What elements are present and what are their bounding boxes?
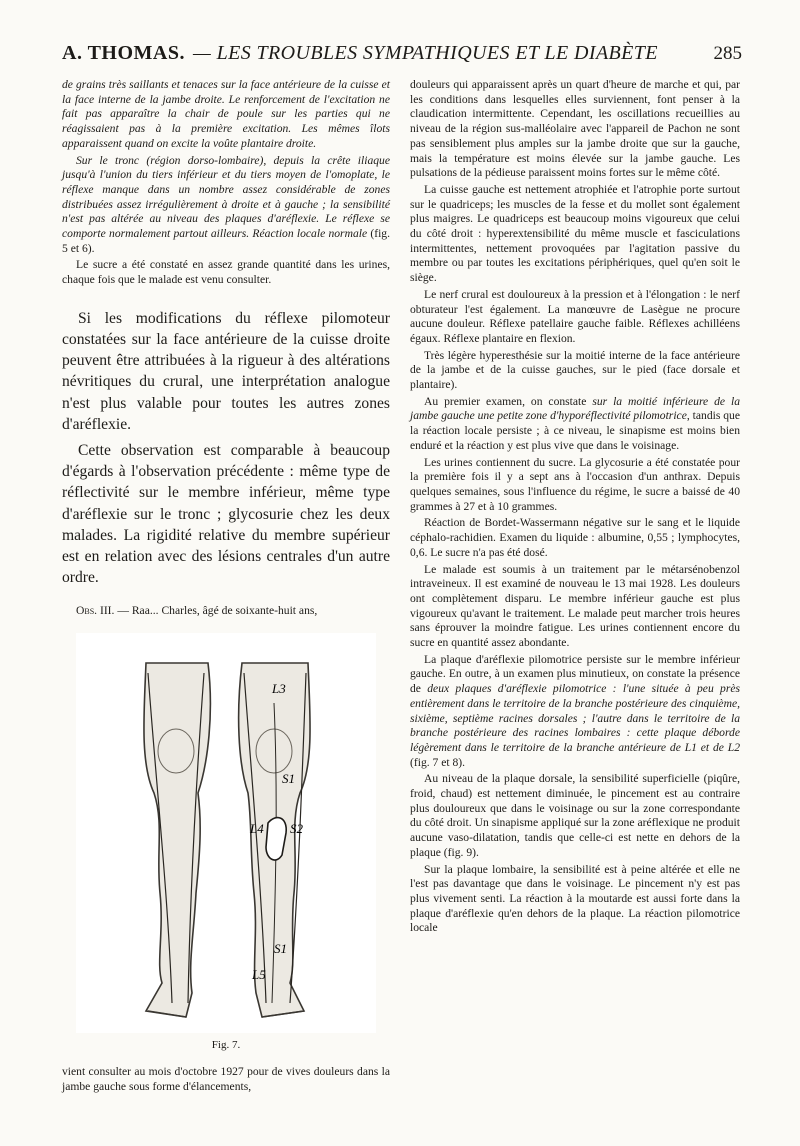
figure-legs-diagram (76, 633, 376, 1033)
body-paragraph: vient consulter au mois d'octobre 1927 pour de vives douleurs dans la jambe gauche sous forme d'élancements, (62, 1065, 390, 1093)
dermatome-label: S2 (290, 821, 303, 837)
text-run: Au premier examen, on constate (424, 394, 593, 408)
observation-intro: — Raa... Charles, âgé de soixante-huit ans, (114, 604, 318, 618)
running-header (62, 42, 742, 65)
dermatome-label: L4 (250, 821, 264, 837)
observation-label: Obs. III. (76, 604, 115, 618)
italic-paragraph: de grains très saillants et tenaces sur la face antérieure de la cuisse et la face interne de la jambe droite. Le renforcement de l'excitation ne fait pas apparaître la chair de poule sur les parties qui ne réagissaient pas à la première excitation. Les mêmes îlots apparaissent quand on excite la voûte plantaire droite. (62, 78, 390, 150)
observation-continuation (62, 78, 390, 288)
legs-illustration (76, 633, 376, 1033)
body-paragraph (410, 395, 740, 454)
header-author: A. THOMAS. (62, 42, 185, 64)
figure-caption: Fig. 7. (211, 1039, 241, 1052)
observation-start (62, 1065, 390, 1094)
italic-paragraph (62, 154, 390, 257)
italic-text: deux plaques d'aréflexie pilomotrice : l'une située à peu près entièrement dans le territoire de la branche postérieure des cinquième, sixième, septième racines dorsales ; l'autre dans le territoire de la branche postérieure des racines lombaires : cette plaque déborde légèrement dans le territoire de la branche antérieure de L1 et de L2 (410, 682, 741, 754)
dermatome-label: S1 (282, 771, 295, 787)
figure-reference: (fig. 5 et 6). (62, 227, 390, 255)
dermatome-label: L3 (272, 681, 286, 697)
body-paragraph: Très légère hyperesthésie sur la moitié interne de la face antérieure de la jambe et de la cuisse gauches, sur le pied (face dorsale et plantaire). (410, 348, 740, 392)
text-run: , tandis que la réaction locale persiste ; à ce niveau, le sinapisme est moins bien enduré et la réaction y est plus vive que dans le voisinage. (410, 409, 740, 452)
body-paragraph: Réaction de Bordet-Wassermann négative sur le sang et le liquide céphalo-rachidien. Examen du liquide : albumine, 0,55 ; lymphocytes, 0,6. Le sucre n'a pas été dosé. (410, 516, 740, 559)
body-paragraph: Au niveau de la plaque dorsale, la sensibilité superficielle (piqûre, froid, chaud) est nettement diminuée, le pincement est au contraire plus douloureux que dans le voisinage ou sur la zone correspondante du côté droit. Un sinapisme appliqué sur la zone aréflexique ne produit aucune vaso-dilatation, tandis que celle-ci est nette en dehors de la plaque (fig. 9). (410, 772, 740, 859)
text-run: (fig. 7 et 8). (410, 755, 466, 769)
dermatome-label: S1 (274, 941, 287, 957)
italic-text: Sur le tronc (région dorso-lombaire), depuis la crête iliaque jusqu'à l'union du tiers inférieur et du tiers moyen de l'omoplate, le réflexe manque dans un nombre assez considérable de zones distribuées assez irrégulièrement à droite et à gauche ; la sensibilité n'est pas altérée au niveau des plaques d'aréflexie. Le réflexe se comporte normalement partout ailleurs. Réaction locale normale (62, 153, 390, 241)
header-title: — LES TROUBLES SYMPATHIQUES ET LE DIABÈTE (192, 42, 658, 64)
text-run: La plaque d'aréflexie pilomotrice persiste sur le membre inférieur gauche. En outre, à un examen plus minutieux, on constate la présence de (410, 652, 740, 696)
body-paragraph: Sur la plaque lombaire, la sensibilité est à peine altérée et elle ne l'est pas davantage que dans le voisinage. Le pincement n'y est pas plus vivement senti. La réaction à la moutarde est aussi forte dans la plaque d'aréflexie qu'en dehors de la plaque. La réaction pilomotrice locale (410, 862, 740, 935)
observation-heading (62, 604, 390, 619)
body-paragraph: Le nerf crural est douloureux à la pression et à l'élongation : le nerf obturateur l'est également. La manœuvre de Lasègue ne procure aucune douleur. Réflexe patellaire gauche faible. Réflexes achilléens égaux. Réflexe plantaire en flexion. (410, 287, 740, 345)
left-column (62, 78, 390, 1095)
page-number: 285 (713, 43, 742, 64)
dermatome-label: L5 (252, 967, 266, 983)
right-column (410, 78, 740, 938)
body-paragraph: Cette observation est comparable à beaucoup d'égards à l'observation précédente : même type de réflectivité sur le membre inférieur, même type d'aréflexie sur le tronc ; glycosurie chez les deux malades. La rigidité relative du membre supérieur est en relation avec des lésions centrales d'un autre ordre. (62, 442, 390, 587)
body-paragraph: Le malade est soumis à un traitement par le métarsénobenzol intraveineux. Il est examiné de nouveau le 13 mai 1928. Les douleurs ont complètement disparu. Le membre inférieur gauche est plus vigoureux qu'avant le traitement. Le malade peut marcher trois heures sans éprouver la moindre fatigue. Les urines contiennent encore du sucre en quantité assez abondante. (410, 562, 740, 650)
italic-text: sur la moitié inférieure de la jambe gauche une petite zone d'hyporéflectivité pilomotrice (410, 394, 740, 423)
body-paragraph: Les urines contiennent du sucre. La glycosurie a été constatée pour la première fois il y a sept ans à l'occasion d'un anthrax. Depuis quelques semaines, sous l'influence du régime, le sucre a baissé de 40 grammes à 27 et à 10 grammes. (410, 455, 740, 513)
body-paragraph: Le sucre a été constaté en assez grande quantité dans les urines, chaque fois que le malade est venu consulter. (62, 258, 390, 287)
body-paragraph (410, 653, 740, 771)
body-paragraph: Si les modifications du réflexe pilomoteur constatées sur la face antérieure de la cuisse droite peuvent être attribuées à la rigueur à des altérations névritiques du crural, une interprétation analogue n'est plus valable pour toutes les autres zones d'aréflexie. (62, 309, 390, 433)
body-paragraph: douleurs qui apparaissent après un quart d'heure de marche et qui, par les conditions dans lesquelles elles surviennent, font penser à la claudication intermittente. Cependant, les oscillations recueillies au niveau de la région sus-malléolaire avec l'appareil de Pachon ne sont pas sensiblement plus amples sur la jambe droite que sur la gauche, mais la température est moins élevée sur la jambe gauche. Les pulsations de la pédieuse paraissent moins fortes sur le même côté. (410, 78, 740, 180)
commentary (62, 308, 390, 589)
body-paragraph: La cuisse gauche est nettement atrophiée et l'atrophie porte surtout sur le quadriceps; les muscles de la fesse et du mollet sont également plus maigres. Le quadriceps est beaucoup moins vigoureux que celui du côté droit : hyperextensibilité du même muscle et fasciculations intermittentes, nettement provoquées par l'agitation passive du membre ou par toutes les excitations périphériques, quel qu'en soit le siège. (410, 182, 740, 285)
